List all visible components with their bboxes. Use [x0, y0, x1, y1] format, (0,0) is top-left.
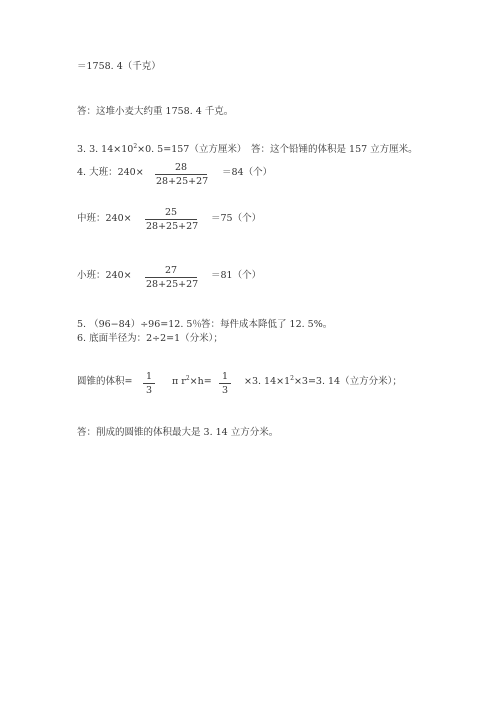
answer-cone: 答：削成的圆锥的体积最大是 3. 14 立方分米。: [77, 427, 279, 438]
answer-q3: 答：这个铅锤的体积是 157 立方厘米。: [251, 144, 418, 155]
mid-class-result: ＝75（个）: [211, 213, 262, 224]
fraction-third-2: [219, 371, 231, 396]
fraction-mid: [145, 207, 197, 232]
fraction-third-1-num: 1: [145, 371, 153, 382]
fraction-small-num: 27: [164, 265, 178, 276]
cone-calc-sup: 2: [290, 375, 294, 382]
line-q5: 5. （96−84）÷96=12. 5％: [77, 319, 202, 330]
cone-calc-part2: ×3=3. 14（立方分米）；: [293, 376, 402, 387]
fraction-third-1: [143, 371, 155, 396]
line-q6: 6. 底面半径为：2÷2=1（分米）；: [77, 333, 223, 344]
small-class-label: 小班：240×: [77, 270, 132, 281]
answer-wheat: 答：这堆小麦大约重 1758. 4 千克。: [77, 106, 234, 117]
times-h: ×h=: [189, 376, 212, 387]
fraction-mid-num: 25: [164, 207, 178, 218]
big-class-result: ＝84（个）: [222, 167, 273, 178]
line-result: ＝1758. 4（千克）: [77, 61, 161, 72]
line-q3: [77, 144, 246, 156]
cone-formula: [172, 376, 212, 388]
mid-class-label: 中班：240×: [77, 213, 132, 224]
fraction-mid-bar: [145, 219, 197, 220]
fraction-third-2-bar: [219, 383, 231, 384]
fraction-big-bar: [155, 174, 207, 175]
r-squared: 2: [185, 375, 190, 382]
fraction-third-1-bar: [143, 383, 155, 384]
small-class-result: ＝81（个）: [211, 270, 262, 281]
pi-r: π r: [172, 376, 186, 387]
fraction-big: [155, 162, 207, 187]
fraction-small-den: 28+25+27: [146, 279, 199, 290]
fraction-third-2-num: 1: [221, 371, 229, 382]
cone-calc: [244, 376, 402, 388]
fraction-mid-den: 28+25+27: [146, 221, 199, 232]
cone-calc-part1: ×3. 14×1: [244, 376, 291, 387]
q3-sup: 2: [133, 143, 138, 150]
q3-pre: 3. 3. 14×10: [77, 144, 134, 155]
answer-q5: 答：每件成本降低了 12. 5%。: [201, 319, 333, 330]
big-class-label: 4. 大班：240×: [77, 167, 144, 178]
cone-volume-label: 圆锥的体积=: [77, 376, 133, 387]
fraction-third-1-den: 3: [145, 385, 153, 396]
q3-post: ×0. 5=157（立方厘米）: [137, 144, 247, 155]
fraction-small-bar: [145, 277, 197, 278]
fraction-third-2-den: 3: [221, 385, 229, 396]
fraction-big-num: 28: [174, 162, 188, 173]
fraction-small: [145, 265, 197, 290]
fraction-big-den: 28+25+27: [156, 176, 209, 187]
